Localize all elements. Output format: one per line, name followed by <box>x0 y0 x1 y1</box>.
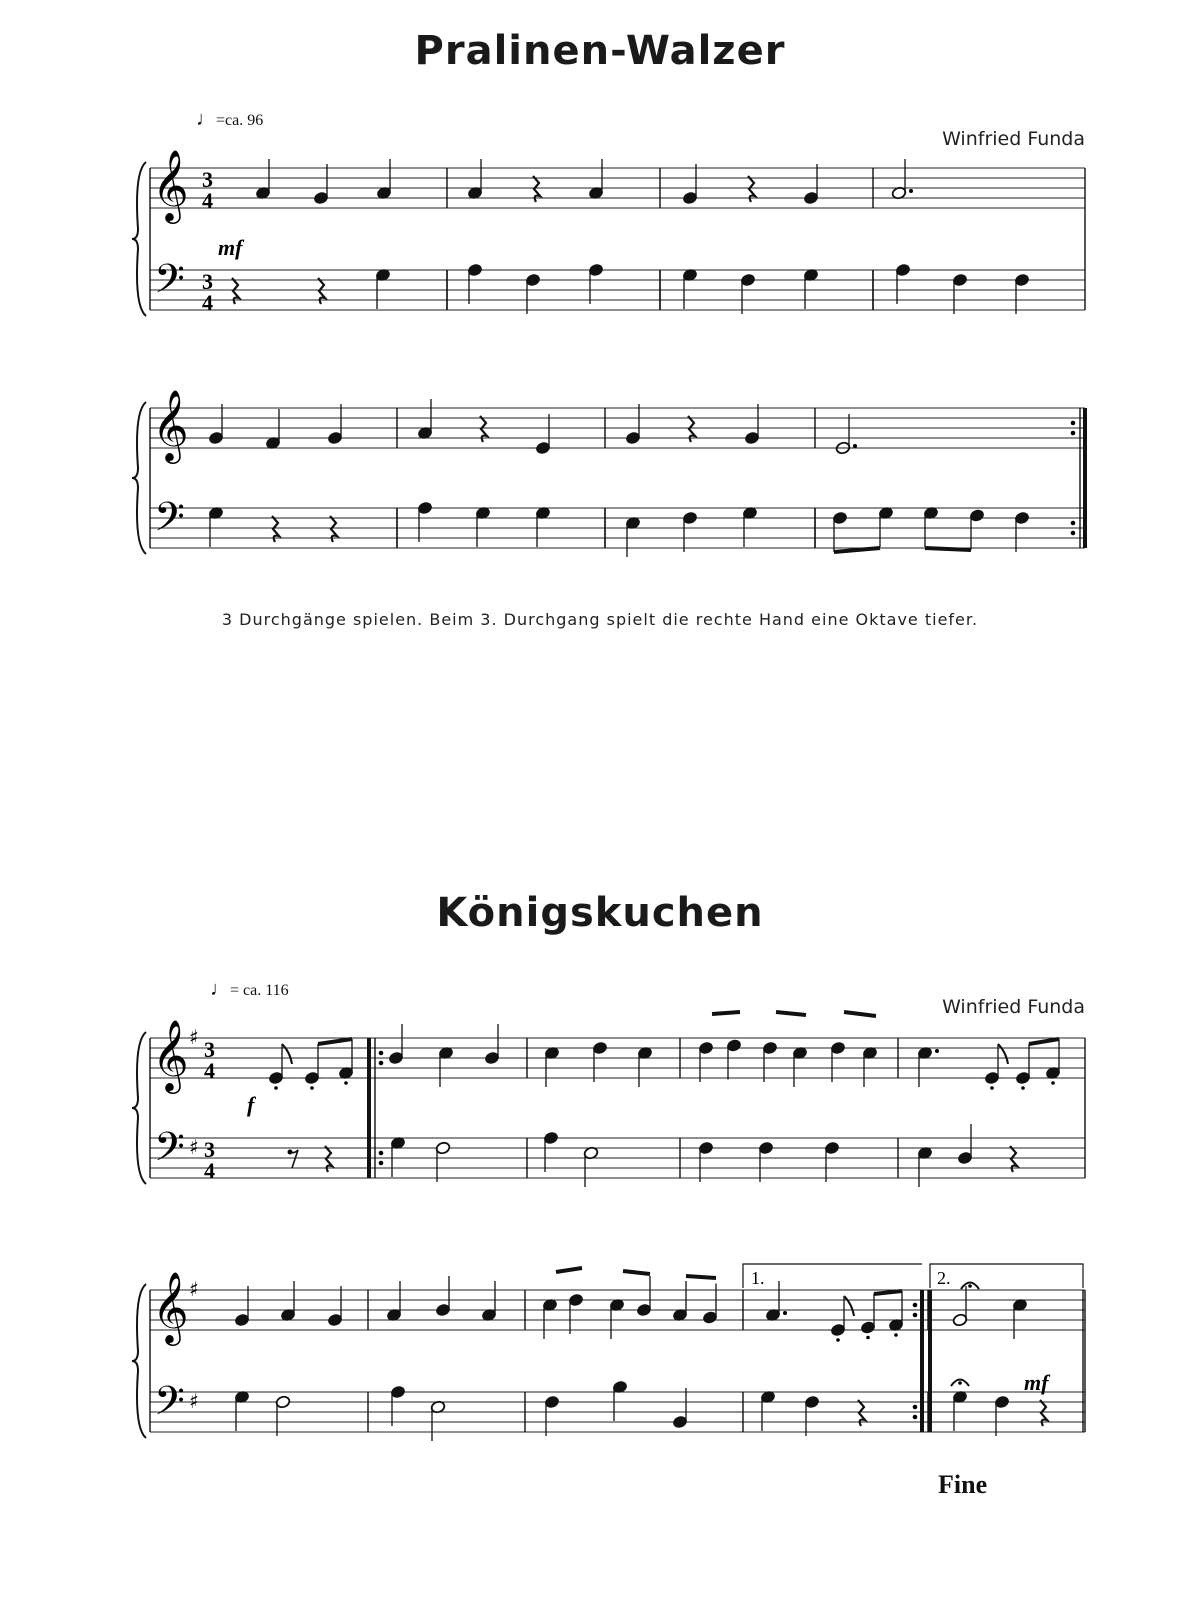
fermata-icon <box>958 1381 962 1385</box>
quarter-note-icon: ♩ <box>210 978 230 1000</box>
time-signature-bottom: 4 <box>202 290 213 315</box>
volta-bracket-2 <box>930 1264 1083 1288</box>
time-signature-top: 3 <box>202 167 213 192</box>
beam <box>925 548 971 550</box>
piece-1-tempo-value: =ca. 96 <box>216 112 264 129</box>
quarter-note-icon: ♩ <box>196 108 216 130</box>
time-signature-top: 3 <box>202 269 213 294</box>
bass-clef-icon: 𝄢 <box>154 1378 185 1434</box>
staff-systems <box>132 162 1085 1438</box>
repeat-dot <box>379 1061 384 1066</box>
staccato-dot <box>990 1086 994 1090</box>
beam <box>1029 1039 1059 1044</box>
fermata-icon <box>968 1284 972 1288</box>
repeat-dot <box>913 1303 918 1308</box>
dot <box>909 189 913 193</box>
repeat-dot <box>1071 521 1076 526</box>
sharp-sign: ♯ <box>189 1277 199 1301</box>
piece-2-composer: Winfried Funda <box>942 996 1085 1018</box>
staccato-dot <box>836 1338 840 1342</box>
bass-clef-icon: 𝄢 <box>154 494 185 550</box>
sharp-sign: ♯ <box>189 1389 199 1413</box>
beam <box>834 548 880 552</box>
treble-clef-icon: 𝄞 <box>152 388 189 461</box>
time-signature-bottom: 4 <box>204 1158 215 1183</box>
fine-marking: Fine <box>938 1470 988 1499</box>
piece-1-composer: Winfried Funda <box>942 128 1085 150</box>
time-signature-bottom: 4 <box>204 1058 215 1083</box>
marks-layer <box>152 148 1083 1434</box>
repeat-dot <box>379 1161 384 1166</box>
note-flag <box>282 1044 292 1064</box>
beam <box>844 1012 876 1016</box>
repeat-dot <box>913 1313 918 1318</box>
staccato-dot <box>1051 1081 1055 1085</box>
volta-bracket-1 <box>743 1264 922 1288</box>
staccato-dot <box>310 1086 314 1090</box>
repeat-dot <box>379 1051 384 1056</box>
repeat-dot <box>913 1415 918 1420</box>
piece-1-instruction: 3 Durchgänge spielen. Beim 3. Durchgang spielt die rechte Hand eine Oktave tiefer. <box>221 610 979 629</box>
time-signature-top: 3 <box>204 1137 215 1162</box>
sharp-sign: ♯ <box>189 1025 199 1049</box>
treble-clef-icon: 𝄞 <box>152 1270 189 1343</box>
brace <box>132 1032 146 1184</box>
note-flag <box>998 1044 1008 1064</box>
staccato-dot <box>866 1336 870 1340</box>
repeat-dot <box>1071 531 1076 536</box>
note-flag <box>844 1296 854 1316</box>
notes-layer <box>208 159 1061 1441</box>
beam <box>776 1012 806 1015</box>
repeat-dot <box>913 1405 918 1410</box>
bass-clef-icon: 𝄢 <box>154 256 185 312</box>
time-signature-top: 3 <box>204 1037 215 1062</box>
sharp-sign: ♯ <box>189 1135 199 1159</box>
staccato-dot <box>274 1086 278 1090</box>
dynamic-marking: mf <box>1024 1370 1049 1395</box>
dot <box>783 1311 787 1315</box>
repeat-dot <box>1071 431 1076 436</box>
eighth-rest <box>290 1150 298 1168</box>
beam <box>556 1268 582 1272</box>
beam <box>318 1039 352 1044</box>
repeat-dot <box>1071 421 1076 426</box>
beam <box>623 1271 650 1274</box>
piece-1-title: Pralinen-Walzer <box>414 28 786 74</box>
brace <box>132 162 146 316</box>
staccato-dot <box>1021 1086 1025 1090</box>
treble-clef-icon: 𝄞 <box>152 1018 189 1091</box>
dot <box>935 1049 939 1053</box>
beam <box>686 1276 716 1278</box>
beam <box>712 1012 740 1014</box>
brace <box>132 402 146 554</box>
piece-2-tempo-value: = ca. 116 <box>230 982 289 999</box>
beam <box>874 1291 902 1294</box>
staccato-dot <box>894 1333 898 1337</box>
volta-1-label: 1. <box>751 1268 765 1288</box>
time-signature-bottom: 4 <box>202 188 213 213</box>
volta-2-label: 2. <box>937 1268 951 1288</box>
brace <box>132 1284 146 1438</box>
dot <box>853 444 857 448</box>
piece-2-title: Königskuchen <box>436 890 764 936</box>
treble-clef-icon: 𝄞 <box>152 148 189 221</box>
repeat-dot <box>379 1151 384 1156</box>
bass-clef-icon: 𝄢 <box>154 1124 185 1180</box>
dynamic-marking: f <box>247 1092 255 1117</box>
staccato-dot <box>344 1081 348 1085</box>
dynamic-marking: mf <box>218 235 243 260</box>
